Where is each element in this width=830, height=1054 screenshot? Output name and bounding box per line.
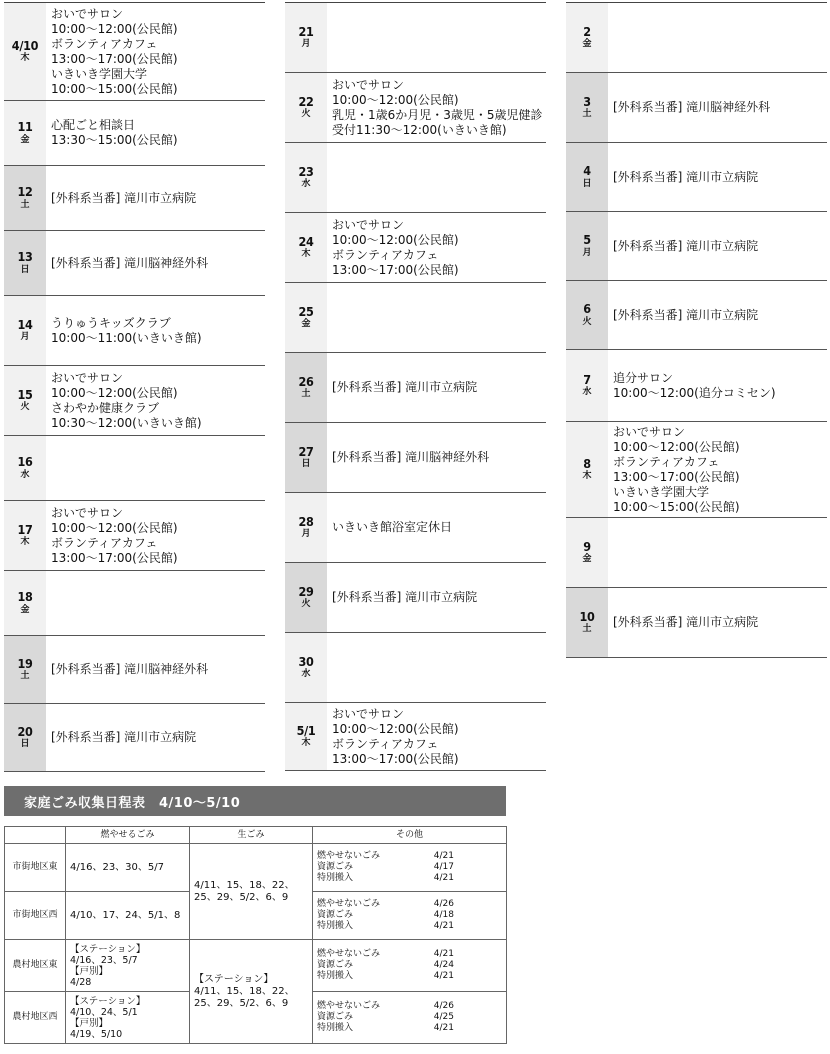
event-list bbox=[46, 3, 265, 100]
calendar-day-row bbox=[4, 101, 265, 166]
calendar-day-row bbox=[566, 422, 827, 518]
day-number: 24 bbox=[298, 233, 314, 249]
event-line: いきいき館浴室定休日 bbox=[332, 520, 453, 534]
event-line: 13:00～17:00(公民館) bbox=[332, 751, 459, 766]
area-name: 市街地区東 bbox=[5, 844, 66, 892]
weekday-label: 水 bbox=[20, 469, 30, 480]
event-line: おいでサロン bbox=[332, 217, 405, 232]
event-line: [外科系当番] 滝川市立病院 bbox=[51, 190, 197, 205]
date-cell bbox=[4, 3, 46, 100]
garbage-schedule-title: 家庭ごみ収集日程表 4/10〜5/10 bbox=[4, 786, 506, 816]
calendar-day-row bbox=[4, 501, 265, 571]
date-cell bbox=[4, 231, 46, 295]
event-list bbox=[327, 143, 546, 212]
calendar-day-row bbox=[285, 73, 546, 143]
calendar-column-1 bbox=[4, 2, 265, 772]
day-number: 28 bbox=[298, 513, 314, 529]
day-number: 29 bbox=[298, 583, 314, 599]
table-row bbox=[5, 940, 507, 992]
calendar-day-row bbox=[285, 213, 546, 283]
date-cell bbox=[285, 143, 327, 212]
date-cell bbox=[4, 636, 46, 703]
event-line: 10:00～11:00(いきいき館) bbox=[51, 330, 202, 345]
event-line: [外科系当番] 滝川市立病院 bbox=[51, 730, 197, 744]
event-list bbox=[327, 213, 546, 282]
calendar-day-row bbox=[285, 423, 546, 493]
calendar-day-row bbox=[4, 166, 265, 231]
event-line: おいでサロン bbox=[613, 424, 686, 439]
event-list bbox=[46, 231, 265, 295]
event-line: [外科系当番] 滝川市立病院 bbox=[332, 380, 478, 394]
event-list bbox=[327, 633, 546, 702]
day-number: 18 bbox=[17, 589, 33, 605]
date-cell bbox=[4, 296, 46, 365]
event-line: 受付11:30～12:00(いきいき館) bbox=[332, 122, 507, 137]
event-list bbox=[608, 422, 827, 517]
weekday-label: 日 bbox=[20, 739, 30, 750]
garbage-schedule-table bbox=[4, 826, 507, 1044]
date-cell bbox=[566, 422, 608, 517]
event-line: 10:00～12:00(追分コミセン) bbox=[613, 385, 776, 400]
date-cell bbox=[285, 703, 327, 770]
calendar-day-row bbox=[566, 518, 827, 588]
event-list bbox=[608, 281, 827, 349]
event-list bbox=[46, 436, 265, 500]
date-cell bbox=[285, 563, 327, 632]
date-cell bbox=[285, 73, 327, 142]
event-line: [外科系当番] 滝川市立病院 bbox=[332, 590, 478, 604]
event-line: おいでサロン bbox=[332, 77, 405, 92]
event-list bbox=[46, 636, 265, 703]
date-cell bbox=[4, 366, 46, 435]
event-line: おいでサロン bbox=[51, 505, 124, 520]
weekday-label: 火 bbox=[20, 402, 30, 413]
event-line: 10:30～12:00(いきいき館) bbox=[51, 415, 202, 430]
weekday-label: 月 bbox=[301, 529, 311, 540]
date-cell bbox=[4, 436, 46, 500]
date-cell bbox=[566, 3, 608, 72]
calendar-day-row bbox=[566, 73, 827, 143]
date-cell bbox=[566, 212, 608, 280]
calendar-day-row bbox=[566, 212, 827, 281]
date-cell bbox=[566, 73, 608, 142]
event-list bbox=[46, 571, 265, 635]
event-line: [外科系当番] 滝川脳神経外科 bbox=[51, 662, 209, 676]
day-number: 4/10 bbox=[11, 37, 39, 53]
event-list bbox=[608, 588, 827, 657]
event-line: 13:00～17:00(公民館) bbox=[332, 262, 459, 277]
day-number: 23 bbox=[298, 163, 314, 179]
burnable-dates: 4/10、17、24、5/1、8 bbox=[66, 892, 190, 940]
calendar-day-row bbox=[285, 493, 546, 563]
table-row bbox=[5, 844, 507, 892]
date-cell bbox=[285, 493, 327, 562]
header-blank bbox=[5, 827, 66, 844]
calendar-day-row bbox=[566, 350, 827, 422]
weekday-label: 火 bbox=[301, 599, 311, 610]
calendar-day-row bbox=[566, 588, 827, 658]
weekday-label: 金 bbox=[20, 134, 30, 145]
calendar-day-row bbox=[4, 571, 265, 636]
weekday-label: 土 bbox=[20, 199, 30, 210]
day-number: 5/1 bbox=[296, 722, 316, 738]
area-name: 農村地区西 bbox=[5, 992, 66, 1044]
event-line: 10:00～12:00(公民館) bbox=[613, 439, 740, 454]
event-line: うりゅうキッズクラブ bbox=[51, 315, 171, 330]
date-cell bbox=[285, 353, 327, 422]
header-burnable: 燃やせるごみ bbox=[66, 827, 190, 844]
day-number: 27 bbox=[298, 443, 314, 459]
calendar-column-2 bbox=[285, 2, 546, 771]
weekday-label: 火 bbox=[301, 109, 311, 120]
event-line: [外科系当番] 滝川市立病院 bbox=[613, 238, 759, 253]
date-cell bbox=[285, 633, 327, 702]
event-line: ボランティアカフェ bbox=[332, 247, 439, 262]
event-list bbox=[608, 73, 827, 142]
weekday-label: 土 bbox=[20, 671, 30, 682]
other-dates: 燃やせないごみ 4/21 資源ごみ 4/17 特別搬入 4/21 bbox=[313, 844, 507, 892]
burnable-dates: 【ステーション】 4/16、23、5/7 【戸別】 4/28 bbox=[66, 940, 190, 992]
area-name: 農村地区東 bbox=[5, 940, 66, 992]
date-cell bbox=[566, 518, 608, 587]
other-dates: 燃やせないごみ 4/21 資源ごみ 4/24 特別搬入 4/21 bbox=[313, 940, 507, 992]
header-food-waste: 生ごみ bbox=[190, 827, 313, 844]
day-number: 13 bbox=[17, 249, 33, 265]
event-line: ボランティアカフェ bbox=[51, 535, 158, 550]
weekday-label: 木 bbox=[582, 471, 592, 482]
event-line: [外科系当番] 滝川市立病院 bbox=[613, 169, 759, 184]
event-list bbox=[608, 143, 827, 211]
event-line: 10:00～12:00(公民館) bbox=[51, 385, 178, 400]
calendar-day-row bbox=[4, 3, 265, 101]
day-number: 10 bbox=[579, 608, 595, 624]
calendar-day-row bbox=[285, 633, 546, 703]
event-line: おいでサロン bbox=[51, 370, 124, 385]
calendar-day-row bbox=[285, 283, 546, 353]
table-header-row bbox=[5, 827, 507, 844]
weekday-label: 月 bbox=[582, 247, 592, 258]
date-cell bbox=[566, 350, 608, 421]
day-number: 26 bbox=[298, 373, 314, 389]
date-cell bbox=[285, 423, 327, 492]
weekday-label: 火 bbox=[582, 316, 592, 327]
event-line: 10:00～12:00(公民館) bbox=[332, 92, 459, 107]
event-line: おいでサロン bbox=[51, 6, 124, 21]
event-list bbox=[327, 283, 546, 352]
event-line: 10:00～15:00(公民館) bbox=[51, 81, 178, 96]
day-number: 22 bbox=[298, 93, 314, 109]
event-list bbox=[608, 212, 827, 280]
event-list bbox=[327, 703, 546, 770]
weekday-label: 木 bbox=[20, 537, 30, 548]
weekday-label: 月 bbox=[301, 39, 311, 50]
event-list bbox=[327, 563, 546, 632]
calendar-day-row bbox=[285, 3, 546, 73]
day-number: 4 bbox=[583, 163, 591, 179]
weekday-label: 金 bbox=[582, 39, 592, 50]
calendar-day-row bbox=[285, 353, 546, 423]
day-number: 6 bbox=[583, 301, 591, 317]
event-line: 13:00～17:00(公民館) bbox=[613, 469, 740, 484]
event-list bbox=[327, 493, 546, 562]
date-cell bbox=[4, 704, 46, 771]
day-number: 21 bbox=[298, 23, 314, 39]
event-line: おいでサロン bbox=[332, 706, 405, 721]
event-line: [外科系当番] 滝川市立病院 bbox=[613, 615, 759, 629]
weekday-label: 日 bbox=[582, 178, 592, 189]
calendar-column-3 bbox=[566, 2, 827, 658]
event-line: 10:00～12:00(公民館) bbox=[51, 520, 178, 535]
event-list bbox=[327, 353, 546, 422]
event-list bbox=[327, 3, 546, 72]
event-list bbox=[46, 296, 265, 365]
event-line: 10:00～12:00(公民館) bbox=[332, 232, 459, 247]
date-cell bbox=[285, 283, 327, 352]
date-cell bbox=[4, 101, 46, 165]
day-number: 8 bbox=[583, 455, 591, 471]
calendar-day-row bbox=[4, 231, 265, 296]
weekday-label: 金 bbox=[20, 604, 30, 615]
date-cell bbox=[4, 166, 46, 230]
day-number: 3 bbox=[583, 93, 591, 109]
calendar-day-row bbox=[4, 366, 265, 436]
date-cell bbox=[566, 588, 608, 657]
event-list bbox=[46, 704, 265, 771]
event-line: [外科系当番] 滝川脳神経外科 bbox=[613, 100, 771, 114]
calendar-day-row bbox=[285, 563, 546, 633]
weekday-label: 土 bbox=[301, 389, 311, 400]
weekday-label: 木 bbox=[301, 249, 311, 260]
header-other: その他 bbox=[313, 827, 507, 844]
event-list bbox=[327, 423, 546, 492]
weekday-label: 水 bbox=[582, 387, 592, 398]
event-line: いきいき学園大学 bbox=[51, 66, 148, 81]
day-number: 15 bbox=[17, 386, 33, 402]
day-number: 16 bbox=[17, 454, 33, 470]
calendar-day-row bbox=[566, 3, 827, 73]
weekday-label: 月 bbox=[20, 332, 30, 343]
event-line: ボランティアカフェ bbox=[332, 736, 439, 751]
date-cell bbox=[566, 143, 608, 211]
event-line: 10:00～12:00(公民館) bbox=[51, 21, 178, 36]
date-cell bbox=[4, 501, 46, 570]
day-number: 7 bbox=[583, 371, 591, 387]
calendar-day-row bbox=[285, 703, 546, 771]
date-cell bbox=[285, 213, 327, 282]
event-list bbox=[46, 101, 265, 165]
event-line: 乳児・1歳6か月児・3歳児・5歳児健診 bbox=[332, 107, 543, 122]
event-list bbox=[46, 166, 265, 230]
event-line: ボランティアカフェ bbox=[613, 454, 720, 469]
calendar-day-row bbox=[4, 436, 265, 501]
weekday-label: 日 bbox=[301, 459, 311, 470]
weekday-label: 日 bbox=[20, 264, 30, 275]
day-number: 30 bbox=[298, 653, 314, 669]
calendar-day-row bbox=[285, 143, 546, 213]
food-waste-dates: 【ステーション】 4/11、15、18、22、 25、29、5/2、6、9 bbox=[190, 940, 313, 1044]
event-line: ボランティアカフェ bbox=[51, 36, 158, 51]
date-cell bbox=[285, 3, 327, 72]
day-number: 12 bbox=[17, 184, 33, 200]
weekday-label: 水 bbox=[301, 669, 311, 680]
day-number: 20 bbox=[17, 723, 33, 739]
event-line: [外科系当番] 滝川脳神経外科 bbox=[51, 255, 209, 270]
day-number: 11 bbox=[17, 119, 33, 135]
calendar-day-row bbox=[566, 281, 827, 350]
food-waste-dates: 4/11、15、18、22、 25、29、5/2、6、9 bbox=[190, 844, 313, 940]
day-number: 19 bbox=[17, 655, 33, 671]
calendar-day-row bbox=[566, 143, 827, 212]
day-number: 2 bbox=[583, 23, 591, 39]
event-line: 追分サロン bbox=[613, 370, 674, 385]
day-number: 25 bbox=[298, 303, 314, 319]
event-line: 10:00～15:00(公民館) bbox=[613, 499, 740, 514]
calendar-day-row bbox=[4, 636, 265, 704]
event-line: さわやか健康クラブ bbox=[51, 400, 160, 415]
day-number: 17 bbox=[17, 521, 33, 537]
area-name: 市街地区西 bbox=[5, 892, 66, 940]
event-list bbox=[608, 350, 827, 421]
event-line: 心配ごと相談日 bbox=[51, 118, 136, 132]
burnable-dates: 4/16、23、30、5/7 bbox=[66, 844, 190, 892]
event-line: 13:00～17:00(公民館) bbox=[51, 550, 178, 565]
event-list bbox=[608, 518, 827, 587]
calendar-day-row bbox=[4, 704, 265, 772]
day-number: 9 bbox=[583, 538, 591, 554]
event-list bbox=[608, 3, 827, 72]
event-line: 13:00～17:00(公民館) bbox=[51, 51, 178, 66]
weekday-label: 木 bbox=[301, 738, 311, 749]
event-line: 10:00～12:00(公民館) bbox=[332, 721, 459, 736]
weekday-label: 木 bbox=[20, 53, 30, 64]
event-line: [外科系当番] 滝川脳神経外科 bbox=[332, 450, 490, 464]
date-cell bbox=[566, 281, 608, 349]
event-list bbox=[327, 73, 546, 142]
other-dates: 燃やせないごみ 4/26 資源ごみ 4/18 特別搬入 4/21 bbox=[313, 892, 507, 940]
date-cell bbox=[4, 571, 46, 635]
event-line: [外科系当番] 滝川市立病院 bbox=[613, 307, 759, 322]
weekday-label: 金 bbox=[582, 554, 592, 565]
day-number: 5 bbox=[583, 232, 591, 248]
burnable-dates: 【ステーション】 4/10、24、5/1 【戸別】 4/19、5/10 bbox=[66, 992, 190, 1044]
weekday-label: 水 bbox=[301, 179, 311, 190]
event-list bbox=[46, 501, 265, 570]
calendar-day-row bbox=[4, 296, 265, 366]
weekday-label: 土 bbox=[582, 624, 592, 635]
event-line: いきいき学園大学 bbox=[613, 484, 710, 499]
day-number: 14 bbox=[17, 316, 33, 332]
event-list bbox=[46, 366, 265, 435]
other-dates: 燃やせないごみ 4/26 資源ごみ 4/25 特別搬入 4/21 bbox=[313, 992, 507, 1044]
weekday-label: 土 bbox=[582, 109, 592, 120]
weekday-label: 金 bbox=[301, 319, 311, 330]
event-line: 13:30～15:00(公民館) bbox=[51, 133, 178, 147]
